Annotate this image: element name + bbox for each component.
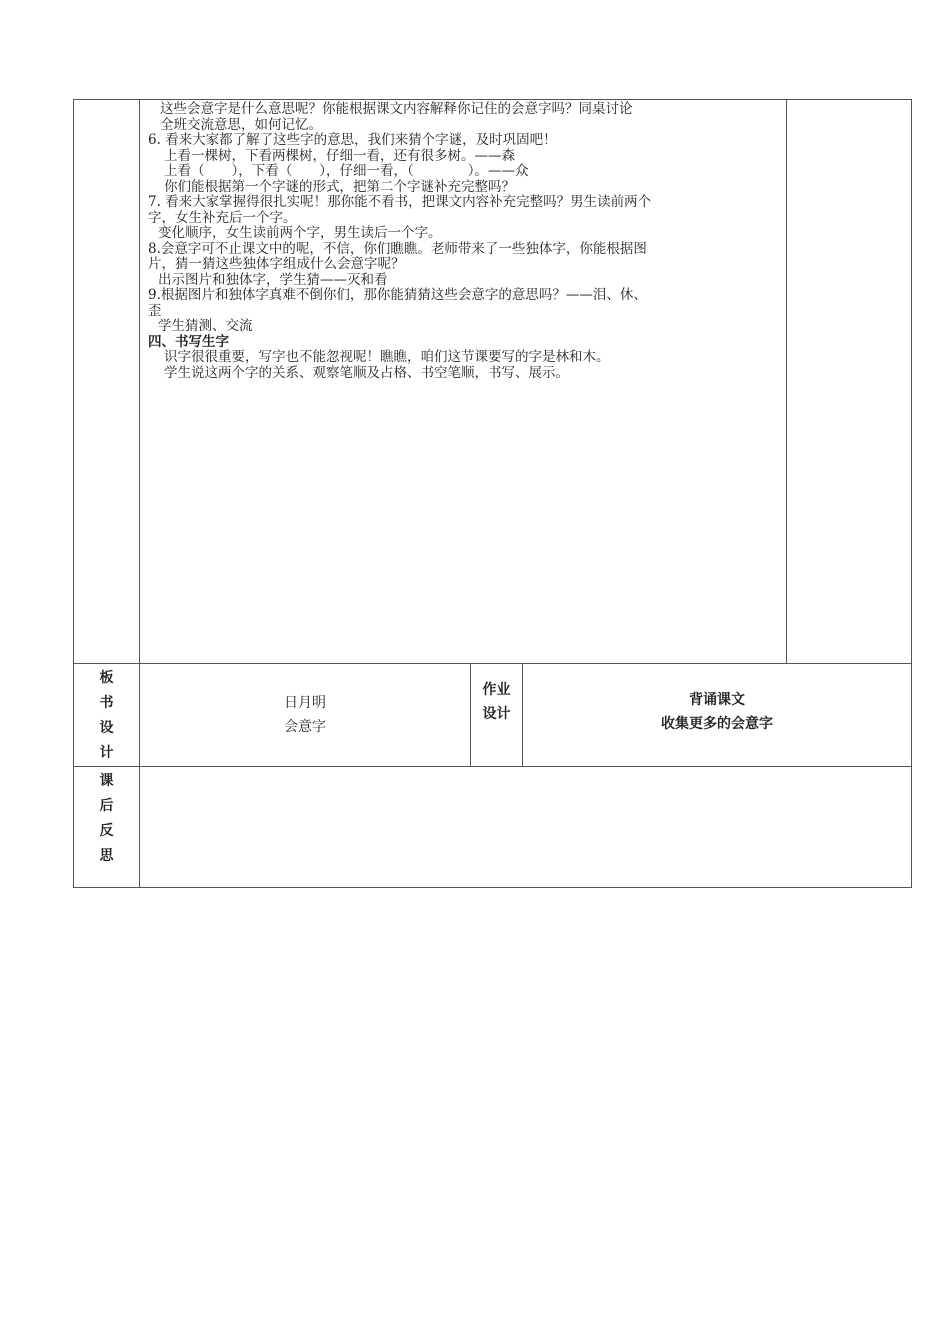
homework-label-line: 作业 (482, 682, 511, 698)
lesson-plan-table (73, 99, 912, 888)
content-line: 片，猜一猜这些独体字组成什么会意字呢？ (148, 256, 405, 272)
content-line: 全班交流意思，如何记忆。 (160, 116, 322, 133)
notes-cell (787, 100, 912, 664)
board-design-content (140, 664, 471, 767)
homework-label-line: 设计 (482, 706, 511, 722)
content-line: 学生说这两个字的关系、观察笔顺及占格、书空笔顺，书写、展示。 (164, 364, 569, 381)
homework-label (471, 664, 523, 767)
content-line: 出示图片和独体字，学生猜——灭和看 (158, 271, 388, 288)
content-line: 歪 (148, 302, 162, 319)
label-char: 后 (99, 798, 114, 814)
reflection-content (140, 767, 912, 888)
content-line: 你们能根据第一个字谜的形式，把第二个字谜补充完整吗？ (164, 178, 515, 195)
content-line: 这些会意字是什么意思呢？你能根据课文内容解释你记住的会意字吗？同桌讨论 (160, 101, 633, 117)
content-line: 7. 看来大家掌握得很扎实呢！那你能不看书，把课文内容补充完整吗？男生读前两个 (148, 194, 652, 210)
section-heading: 四、书写生字 (148, 333, 229, 350)
content-line: 6. 看来大家都了解了这些字的意思，我们来猜个字谜，及时巩固吧！ (148, 132, 557, 148)
label-cell-top (74, 100, 140, 664)
content-line: 9.根据图片和独体字真难不倒你们，那你能猜猜这些会意字的意思吗？——泪、休、 (148, 287, 647, 303)
label-char: 反 (99, 823, 114, 839)
label-char: 板 (99, 670, 114, 686)
teaching-process-text (140, 100, 786, 381)
teaching-process-cell (140, 100, 787, 664)
homework-line: 收集更多的会意字 (661, 716, 773, 732)
content-line: 学生猜测、交流 (158, 318, 253, 334)
board-line: 日月明 (284, 695, 326, 711)
label-char: 思 (99, 848, 114, 864)
reflection-label (74, 767, 140, 888)
label-char: 课 (99, 773, 114, 789)
content-line: 上看一棵树，下看两棵树，仔细一看，还有很多树。——森 (164, 147, 515, 164)
content-line: 变化顺序，女生读前两个字，男生读后一个字。 (158, 225, 442, 241)
content-line: 识字很很重要，写字也不能忽视呢！瞧瞧，咱们这节课要写的字是林和木。 (164, 349, 610, 365)
label-char: 计 (99, 745, 114, 761)
homework-line: 背诵课文 (689, 692, 745, 708)
label-char: 书 (99, 695, 114, 711)
label-char: 设 (99, 720, 114, 736)
board-line: 会意字 (284, 719, 326, 735)
content-line: 上看（ ），下看（ ），仔细一看，（ ）。——众 (164, 163, 529, 179)
content-line: 8.会意字可不止课文中的呢，不信，你们瞧瞧。老师带来了一些独体字，你能根据图 (148, 240, 647, 257)
homework-content (523, 664, 912, 767)
board-design-label (74, 664, 140, 767)
content-line: 字，女生补充后一个字。 (148, 209, 297, 226)
